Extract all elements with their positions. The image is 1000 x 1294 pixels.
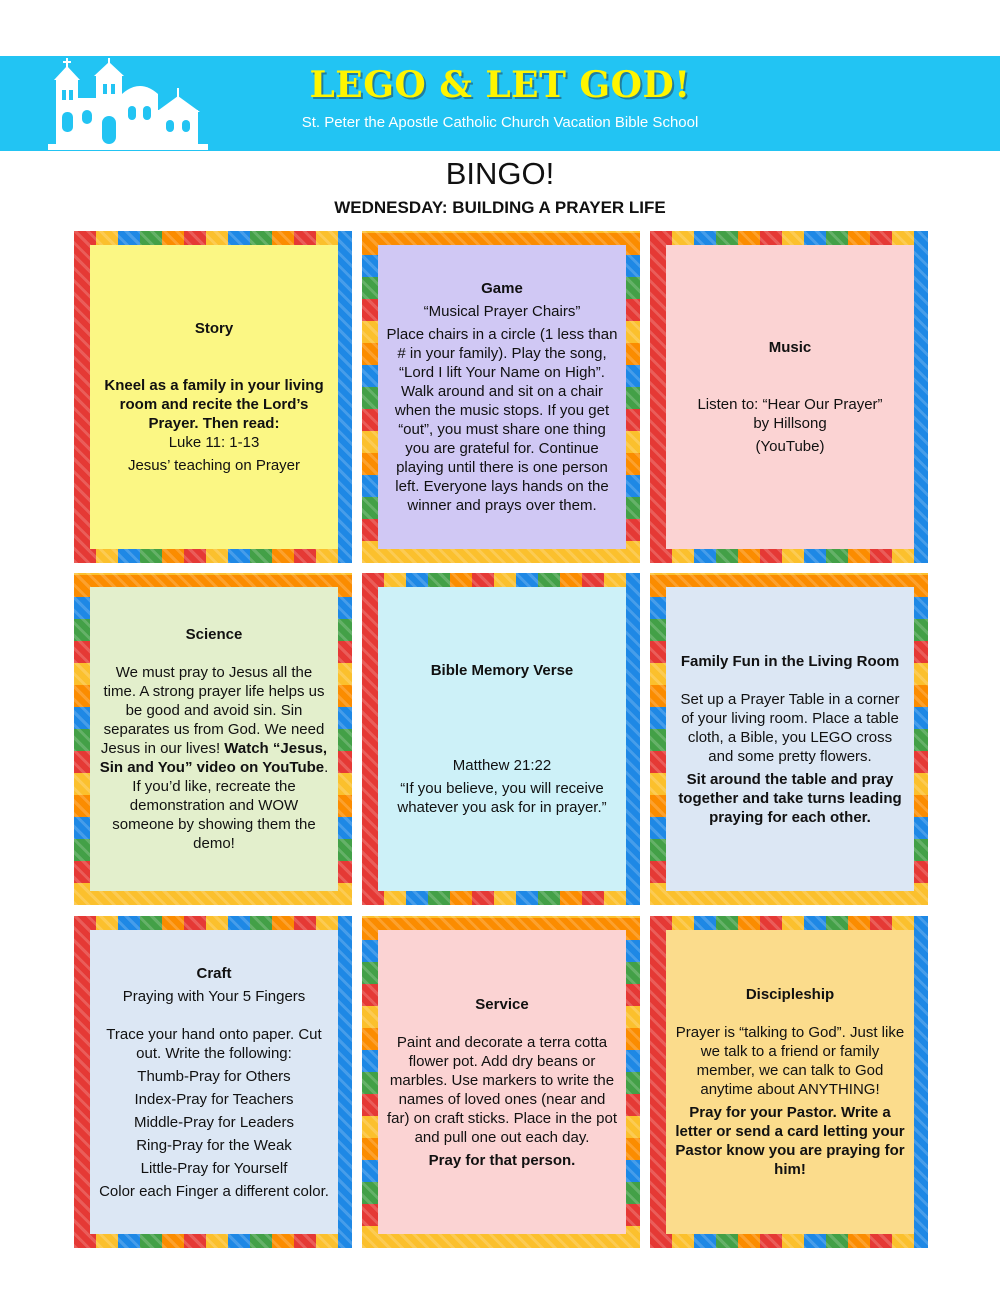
verse-text: “If you believe, you will receive whatever you ask for in prayer.” — [397, 780, 607, 816]
card-title: Craft — [196, 964, 232, 982]
banner-title: LEGO & LET GOD! — [309, 64, 691, 106]
story-topic: Jesus’ teaching on Prayer — [127, 457, 301, 474]
story-instruction: Kneel as a family in your living room and recite the Lord’s Prayer. Then read: — [104, 377, 324, 432]
service-text: Paint and decorate a terra cotta flower pot. Add dry beans or marbles. Use markers to write the names of loved ones (near and far) on craft sticks. Place in the pot and pull one out each day. — [386, 1033, 618, 1146]
card-memory-verse — [362, 573, 640, 905]
discipleship-text: Prayer is “talking to God”. Just like we talk to a friend or family member, we can talk to God anytime about ANYTHING! — [675, 1024, 905, 1098]
card-story — [74, 231, 352, 563]
game-instructions: Place chairs in a circle (1 less than # in your family). Play the song, “Lord I lift Your Name on High”. Walk around and sit on a chair when the music stops. If you get “out”, you must share one thing you are grateful for. Continue playing until there is one person left. Everyone lays hands on the winner and prays over them. — [386, 326, 618, 514]
card-title: Music — [768, 339, 812, 356]
card-discipleship-panel — [666, 930, 914, 1234]
card-title: Story — [194, 320, 234, 337]
card-title: Bible Memory Verse — [430, 662, 574, 679]
service-instruction: Pray for that person. — [428, 1151, 576, 1169]
family-text: Set up a Prayer Table in a corner of your living room. Place a table cloth, a Bible, you LEGO cross and some pretty flowers. — [680, 690, 900, 765]
finger-item: Index-Pray for Teachers — [134, 1090, 294, 1108]
finger-item: Little-Pray for Yourself — [140, 1159, 288, 1177]
family-instruction: Sit around the table and pray together and take turns leading praying for each other. — [678, 770, 902, 826]
card-title: Discipleship — [745, 986, 835, 1003]
card-memory-panel — [378, 587, 626, 891]
card-service-panel — [378, 930, 626, 1234]
story-reference: Luke 11: 1-13 — [168, 434, 260, 451]
banner-subtitle: St. Peter the Apostle Catholic Church Vacation Bible School — [301, 114, 699, 131]
card-craft — [74, 916, 352, 1248]
verse-reference: Matthew 21:22 — [452, 757, 552, 774]
finger-item: Ring-Pray for the Weak — [136, 1136, 292, 1154]
craft-outro: Color each Finger a different color. — [99, 1182, 329, 1200]
card-story-panel — [90, 245, 338, 549]
card-music — [650, 231, 928, 563]
card-title: Service — [475, 995, 529, 1013]
card-family-panel — [666, 587, 914, 891]
craft-subtitle: Praying with Your 5 Fingers — [122, 987, 306, 1005]
game-name: “Musical Prayer Chairs” — [423, 303, 581, 320]
card-craft-panel — [90, 930, 338, 1234]
card-science-panel — [90, 587, 338, 891]
church-icon — [48, 58, 208, 150]
page-title: BINGO! — [445, 156, 555, 191]
music-source: (YouTube) — [755, 438, 825, 455]
card-title: Family Fun in the Living Room — [680, 652, 900, 670]
science-outro: . If you’d like, recreate the demonstration and WOW someone by showing them the demo! — [112, 759, 329, 852]
craft-intro: Trace your hand onto paper. Cut out. Write the following: — [106, 1025, 322, 1062]
card-title: Science — [185, 626, 243, 643]
day-title: WEDNESDAY: BUILDING A PRAYER LIFE — [334, 198, 666, 217]
card-title: Game — [481, 280, 523, 297]
music-listen: Listen to: “Hear Our Prayer” — [697, 396, 883, 413]
card-science — [74, 573, 352, 905]
card-game-panel — [378, 245, 626, 549]
finger-item: Thumb-Pray for Others — [137, 1067, 291, 1085]
card-game — [362, 231, 640, 563]
card-discipleship — [650, 916, 928, 1248]
card-service — [362, 916, 640, 1248]
discipleship-instruction: Pray for your Pastor. Write a letter or send a card letting your Pastor know you are praying for him! — [675, 1104, 905, 1178]
card-music-panel — [666, 245, 914, 549]
science-text — [98, 663, 330, 853]
header-banner — [0, 56, 1000, 151]
music-artist: by Hillsong — [753, 415, 827, 432]
card-family-fun — [650, 573, 928, 905]
science-video: Watch “Jesus, Sin and You” video on YouTube — [99, 740, 328, 776]
finger-item: Middle-Pray for Leaders — [133, 1113, 295, 1131]
science-intro: We must pray to Jesus all the time. A strong prayer life helps us be good and avoid sin. Sin separates us from God. We need Jesus in our lives! — [100, 664, 325, 757]
